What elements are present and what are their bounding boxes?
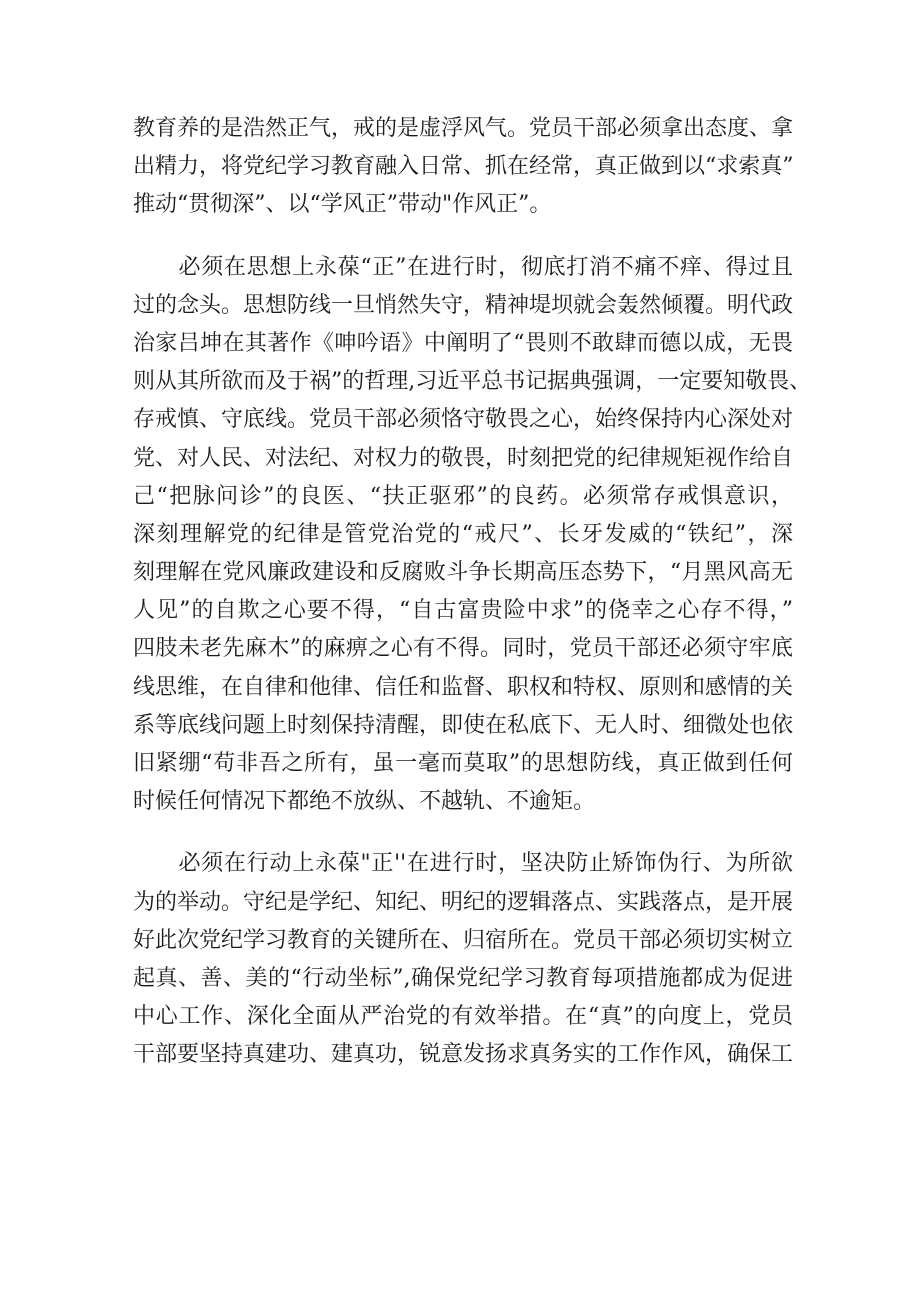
text-line: 刻理解在党风廉政建设和反腐败斗争长期高压态势下，“月黑风高无: [133, 560, 793, 586]
paragraph-1: [133, 110, 793, 225]
text-line: 推动“贯彻深”、以“学风正”带动"作风正”。: [133, 192, 552, 218]
text-line: 过的念头。思想防线一旦悄然失守，精神堤坝就会轰然倾覆。明代政: [133, 292, 794, 318]
document-body: [133, 110, 812, 1075]
text-line: 起真、善、美的“行动坐标”,确保党纪学习教育每项措施都成为促进: [133, 965, 793, 991]
text-line: 系等底线问题上时刻保持清醒，即使在私底下、无人时、细微处也依: [133, 712, 794, 738]
text-line: 必须在行动上永葆"正''在进行时，坚决防止矫饰伪行、为所欲: [133, 851, 793, 877]
text-line: 党、对人民、对法纪、对权力的敬畏，时刻把党的纪律规矩视作给自: [133, 445, 794, 471]
text-line: 人见”的自欺之心要不得，“自古富贵险中求”的侥幸之心存不得，”: [133, 598, 793, 624]
text-line: 为的举动。守纪是学纪、知纪、明纪的逻辑落点、实践落点，是开展: [133, 889, 794, 915]
text-line: 旧紧绷“苟非吾之所有，虽一毫而莫取”的思想防线，真正做到任何: [133, 751, 793, 776]
text-line: 中心工作、深化全面从严治党的有效举措。在“真”的向度上，党员: [133, 1004, 793, 1030]
text-line: 好此次党纪学习教育的关键所在、归宿所在。党员干部必须切实树立: [133, 927, 794, 953]
text-line: 干部要坚持真建功、建真功，锐意发扬求真务实的工作作风，确保工: [133, 1042, 794, 1068]
text-line: 四肢未老先麻木”的麻痹之心有不得。同时，党员干部还必须守牢底: [133, 636, 793, 662]
text-line: 己“把脉问诊”的良医、“扶正驱邪”的良药。必须常存戒惧意识，: [133, 483, 793, 509]
text-line: 时候任何情况下都绝不放纵、不越轨、不逾矩。: [133, 789, 596, 815]
text-line: 则从其所欲而及于祸”的哲理,习近平总书记据典强调，一定要知敬畏、: [133, 369, 812, 395]
text-line: 出精力，将党纪学习教育融入日常、抓在经常，真正做到以“求索真”: [133, 154, 794, 180]
text-line: 必须在思想上永葆“正”在进行时，彻底打消不痛不痒、得过且: [133, 254, 793, 280]
text-line: 线思维，在自律和他律、信任和监督、职权和特权、原则和感情的关: [133, 674, 794, 700]
text-line: 治家吕坤在其著作《呻吟语》中阐明了“畏则不敢肆而德以成，无畏: [133, 330, 793, 356]
paragraph-2: [133, 249, 812, 822]
text-line: 教育养的是浩然正气，戒的是虚浮风气。党员干部必须拿出态度、拿: [133, 116, 794, 141]
paragraph-3: [133, 845, 793, 1074]
text-line: 存戒慎、守底线。党员干部必须恪守敬畏之心，始终保持内心深处对: [133, 407, 794, 433]
text-line: 深刻理解党的纪律是管党治党的“戒尺”、长牙发威的“铁纪”，深: [133, 521, 793, 547]
